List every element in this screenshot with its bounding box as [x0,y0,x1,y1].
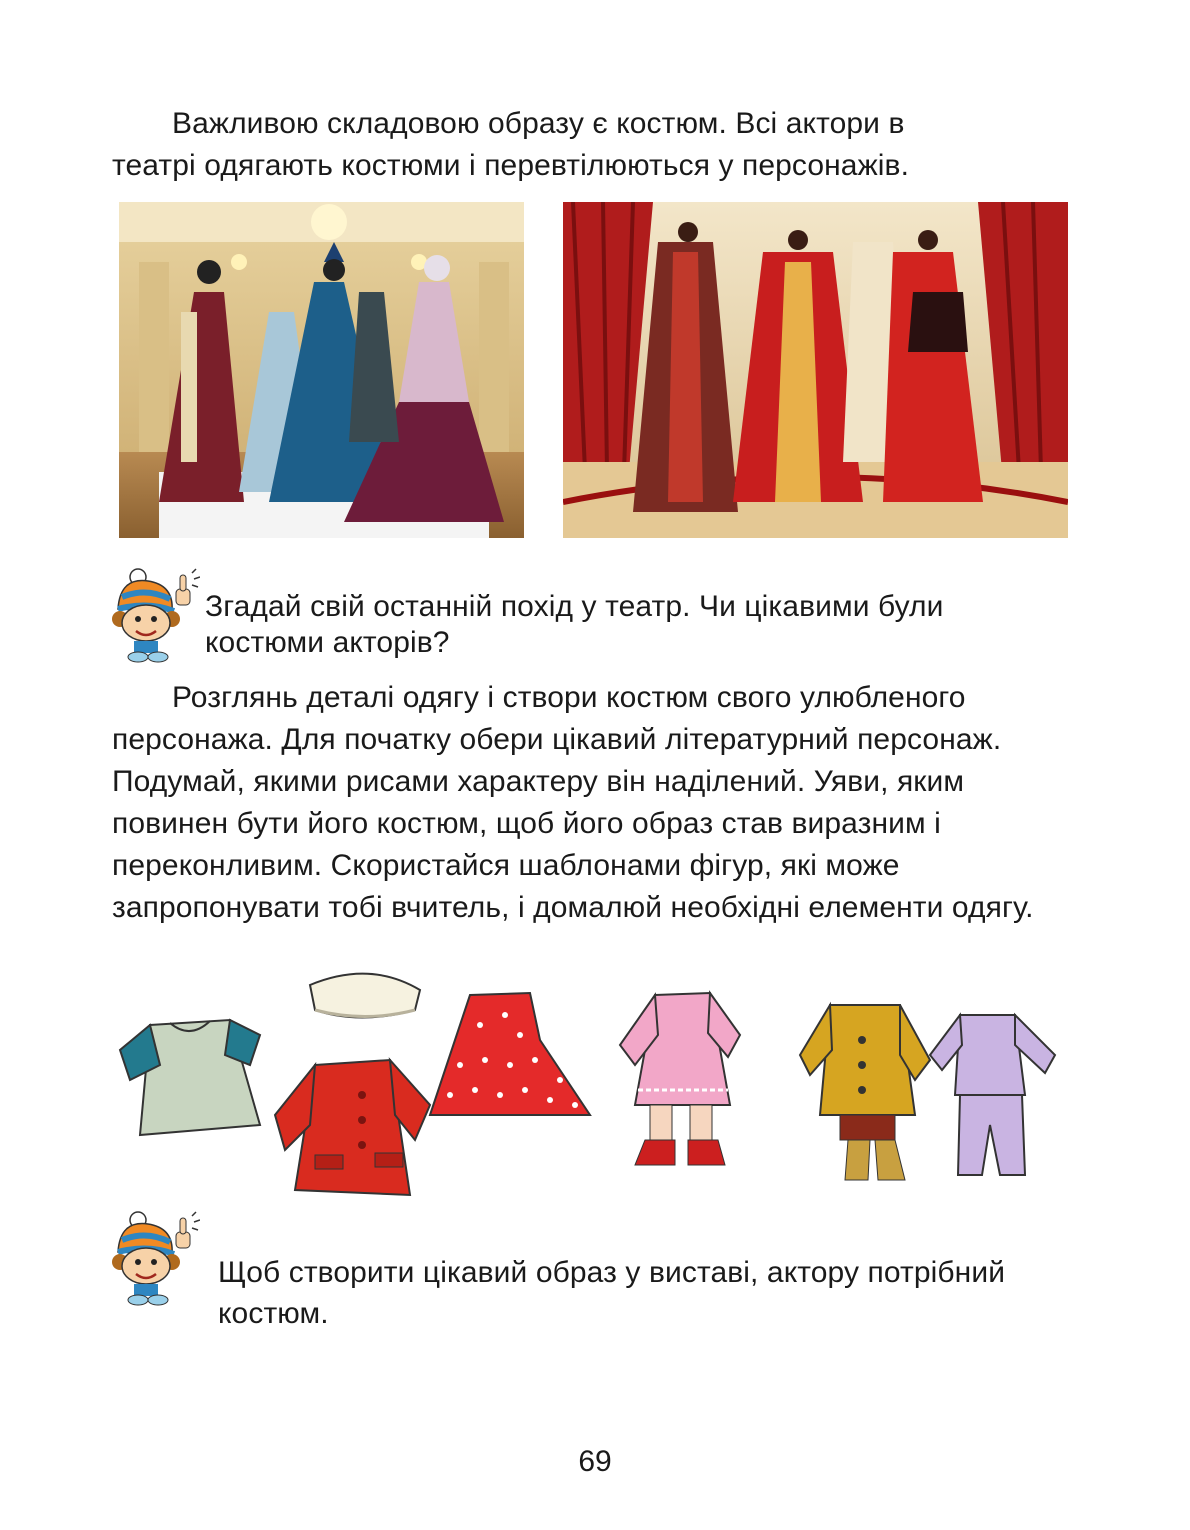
costume-exhibition-photo-right [563,202,1068,538]
conclusion-line-1: Щоб створити цікавий образ у виставі, актору потрібний [218,1256,1006,1289]
thumbs-up-icon [176,1212,200,1248]
kid-mascot-icon [108,567,200,663]
page-number: 69 [578,1445,612,1478]
intro-line-2: театрі одягають костюми і перевтілюються у персонажів. [112,149,910,182]
clothing-items-illustration [110,965,1080,1200]
red-coat-icon [275,1060,430,1195]
question-line-2: костюми акторів? [205,626,450,659]
kid-mascot-icon-bottom [108,1210,200,1306]
costume-exhibition-photo-left [119,202,524,538]
task-line-5: переконливим. Скористайся шаблонами фігур, які може [112,849,900,882]
task-line-2: персонажа. Для початку обери цікавий літературний персонаж. [112,723,1002,756]
intro-line-1: Важливою складовою образу є костюм. Всі актори в [172,107,905,140]
question-line-1: Згадай свій останній похід у театр. Чи цікавими були [205,590,944,623]
yellow-coat-icon [800,1005,930,1180]
green-dress-icon [120,1020,260,1135]
task-line-4: повинен бути його костюм, щоб його образ став виразним і [112,807,941,840]
lavender-outfit-icon [930,1015,1055,1175]
conclusion-line-2: костюм. [218,1297,329,1330]
task-line-3: Подумай, якими рисами характеру він наділений. Уяви, яким [112,765,965,798]
white-cap-icon [310,974,420,1018]
task-line-1: Розглянь деталі одягу і створи костюм свого улюбленого [172,681,966,714]
thumbs-up-icon [176,569,200,605]
task-line-6: запропонувати тобі вчитель, і домалюй необхідні елементи одягу. [112,891,1034,924]
polka-dot-dress-icon [430,993,590,1115]
pink-dress-icon [620,993,740,1165]
